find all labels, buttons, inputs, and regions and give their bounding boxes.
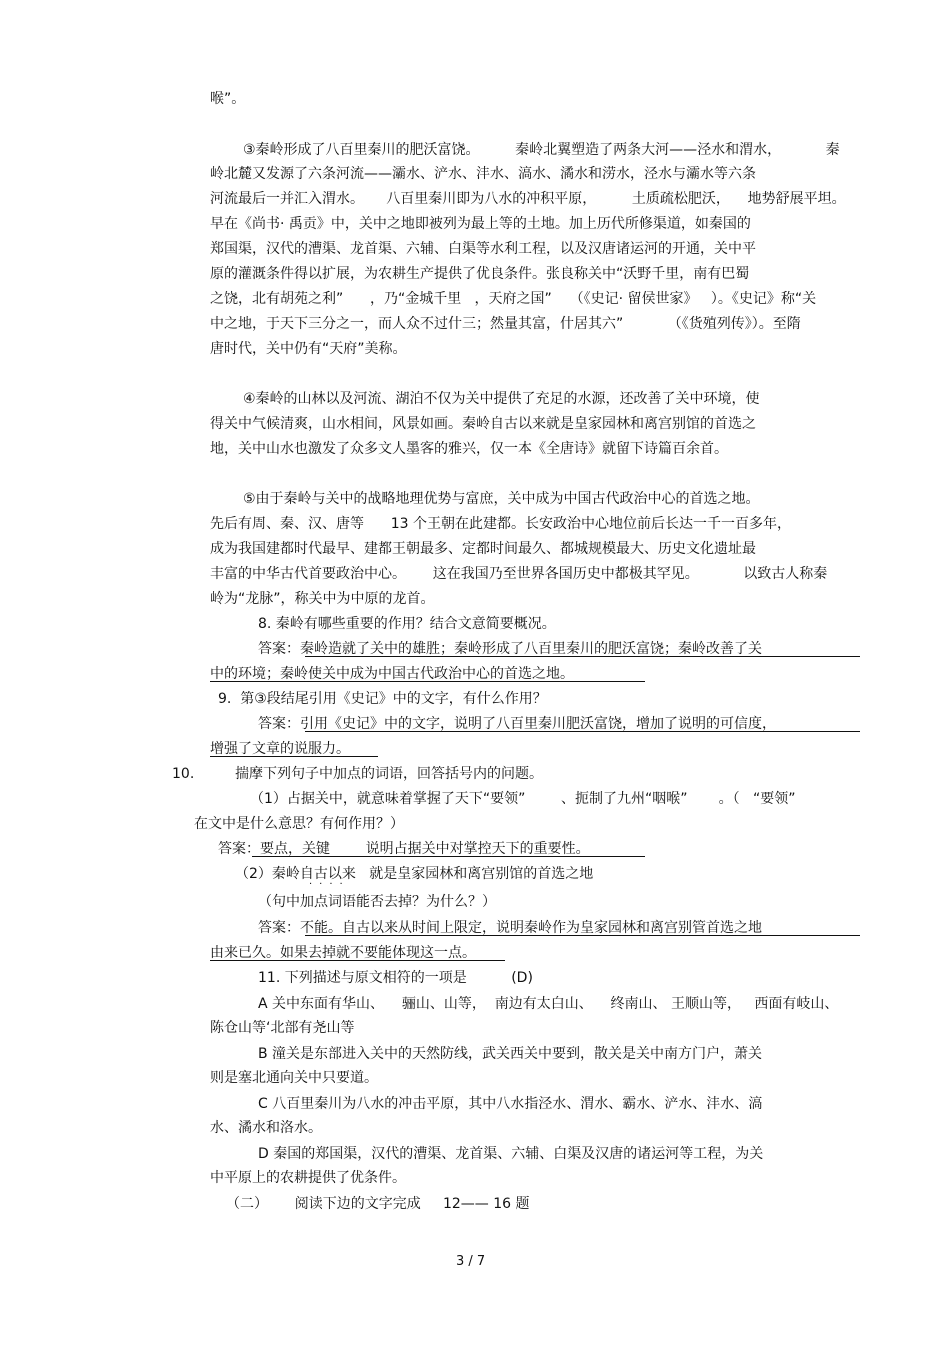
question-9: 9. 第③段结尾引用《史记》中的文字，有什么作用？ bbox=[218, 691, 547, 707]
answer-underline bbox=[210, 960, 505, 961]
option-c-continued: 水、潏水和洛水。 bbox=[210, 1120, 322, 1136]
option-a-continued: 陈仓山等‘北部有尧山等 bbox=[210, 1020, 355, 1036]
answer-underline bbox=[210, 756, 378, 757]
text-line: 岭北麓又发源了六条河流——灞水、浐水、沣水、滈水、潏水和涝水，泾水与灞水等六条 bbox=[210, 166, 756, 182]
question-10: 揣摩下列句子中加点的词语，回答括号内的问题。 bbox=[235, 766, 543, 782]
text-line: 得关中气候清爽，山水相间，风景如画。秦岭自古以来就是皇家园林和离宫别馆的首选之 bbox=[210, 416, 756, 432]
answer-underline bbox=[305, 656, 860, 657]
question-11: 11. 下列描述与原文相符的一项是 (D) bbox=[258, 970, 533, 986]
section-heading: （二） 阅读下边的文字完成 12—— 16 题 bbox=[226, 1196, 530, 1212]
answer-8-continued: 中的环境；秦岭使关中成为中国古代政治中心的首选之地。 bbox=[210, 666, 574, 682]
question-10-number: 10. bbox=[172, 766, 195, 782]
answer-9: 答案：引用《史记》中的文字，说明了八百里秦川肥沃富饶，增加了说明的可信度， bbox=[258, 716, 776, 732]
answer-underline bbox=[252, 856, 645, 857]
text-line: 郑国渠，汉代的漕渠、龙首渠、六辅、白渠等水利工程，以及汉唐诸运河的开通，关中平 bbox=[210, 241, 756, 257]
option-d: D 秦国的郑国渠，汉代的漕渠、龙首渠、六辅、白渠及汉唐的诸运河等工程，为关 bbox=[258, 1146, 764, 1162]
text-line: 丰富的中华古代首要政治中心。 这在我国乃至世界各国历史中都极其罕见。 以致古人称秦 bbox=[210, 566, 828, 582]
text-line: （句中加点词语能否去掉？为什么？） bbox=[258, 894, 496, 910]
question-8: 8. 秦岭有哪些重要的作用？结合文意简要概况。 bbox=[258, 616, 556, 632]
answer-10-2: 答案：不能。自古以来从时间上限定，说明秦岭作为皇家园林和离宫别管首选之地 bbox=[258, 920, 762, 936]
question-10-part-2: （2）秦岭自古以来 就是皇家园林和离宫别馆的首选之地 bbox=[235, 866, 594, 882]
page-number: 3 / 7 bbox=[456, 1254, 486, 1269]
answer-9-continued: 增强了文章的说服力。 bbox=[210, 741, 350, 757]
text-line: 原的灌溉条件得以扩展，为农耕生产提供了优良条件。张良称关中“沃野千里，南有巴蜀 bbox=[210, 266, 750, 282]
answer-underline bbox=[210, 681, 645, 682]
option-c: C 八百里秦川为八水的冲击平原，其中八水指泾水、渭水、霸水、浐水、沣水、滈 bbox=[258, 1096, 763, 1112]
text-line: 成为我国建都时代最早、建都王朝最多、定都时间最久、都城规模最大、历史文化遗址最 bbox=[210, 541, 756, 557]
emphasis-dots: ···· bbox=[309, 879, 350, 890]
answer-10-1: 答案：要点，关键 说明占据关中对掌控天下的重要性。 bbox=[218, 841, 590, 857]
answer-underline bbox=[305, 731, 860, 732]
text-line: 在文中是什么意思？有何作用？） bbox=[194, 816, 404, 832]
option-a: A 关中东面有华山、 骊山、山等， 南边有太白山、 终南山、 王顺山等， 西面有岐山、 bbox=[258, 996, 839, 1012]
text-line: 地，关中山水也激发了众多文人墨客的雅兴，仅一本《全唐诗》就留下诗篇百余首。 bbox=[210, 441, 728, 457]
text-line: ③秦岭形成了八百里秦川的肥沃富饶。 秦岭北翼塑造了两条大河——泾水和渭水， 秦 bbox=[243, 142, 840, 158]
text-line: 喉”。 bbox=[210, 91, 246, 107]
text-line: ⑤由于秦岭与关中的战略地理优势与富庶，关中成为中国古代政治中心的首选之地。 bbox=[243, 491, 760, 507]
text-line: 之饶，北有胡苑之利” ，乃“金城千里 ，天府之国” （《史记· 留侯世家》 ）。《史记》称“关 bbox=[210, 291, 817, 307]
text-line: 河流最后一并汇入渭水。 八百里秦川即为八水的冲积平原， 土质疏松肥沃， 地势舒展平坦。 bbox=[210, 191, 846, 207]
question-10-part-1: （1）占据关中，就意味着掌握了天下“要领” 、扼制了九州“咽喉” 。（ “要领” bbox=[250, 791, 796, 807]
answer-8: 答案：秦岭造就了关中的雄胜；秦岭形成了八百里秦川的肥沃富饶；秦岭改善了关 bbox=[258, 641, 762, 657]
text-line: ④秦岭的山林以及河流、湖泊不仅为关中提供了充足的水源，还改善了关中环境，使 bbox=[243, 391, 760, 407]
option-d-continued: 中平原上的农耕提供了优条件。 bbox=[210, 1170, 406, 1186]
text-line: 唐时代，关中仍有“天府”美称。 bbox=[210, 341, 407, 357]
answer-10-2-continued: 由来已久。如果去掉就不要能体现这一点。 bbox=[210, 945, 476, 961]
option-b-continued: 则是塞北通向关中只要道。 bbox=[210, 1070, 378, 1086]
text-line: 先后有周、秦、汉、唐等 13 个王朝在此建都。长安政治中心地位前后长达一千一百多年， bbox=[210, 516, 791, 532]
answer-underline bbox=[305, 935, 860, 936]
text-line: 中之地，于天下三分之一，而人众不过什三；然量其富，什居其六” （《货殖列传》）。至隋 bbox=[210, 316, 801, 332]
text-line: 岭为“龙脉”，称关中为中原的龙首。 bbox=[210, 591, 435, 607]
option-b: B 潼关是东部进入关中的天然防线，武关西关中要到，散关是关中南方门户，萧关 bbox=[258, 1046, 763, 1062]
text-line: 早在《尚书· 禹贡》中，关中之地即被列为最上等的土地。加上历代所修渠道，如秦国的 bbox=[210, 216, 751, 232]
